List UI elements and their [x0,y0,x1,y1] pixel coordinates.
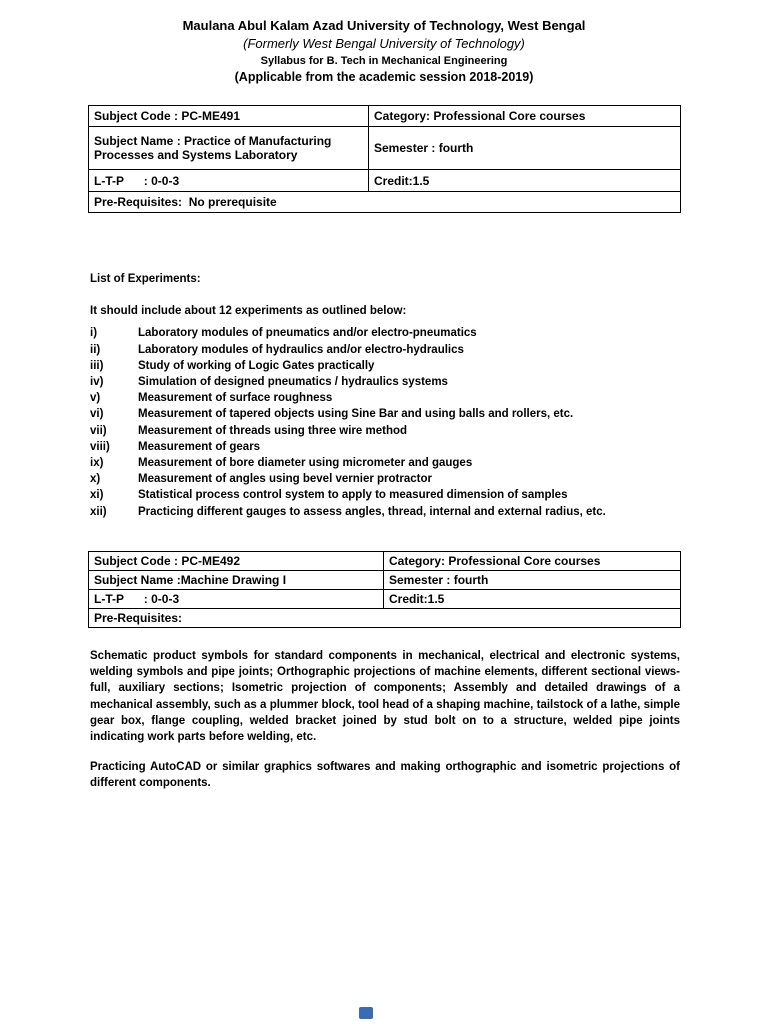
item-text: Measurement of angles using bevel vernier protractor [138,473,432,486]
prerequisites-cell: Pre-Requisites: [89,609,681,628]
list-item [90,358,682,374]
item-number: vi) [90,408,104,421]
item-text: Statistical process control system to apply to measured dimension of samples [138,489,568,502]
table-row [89,170,681,192]
list-item [90,406,682,422]
list-item [90,487,682,503]
list-item [90,471,682,487]
item-text: Study of working of Logic Gates practically [138,359,375,372]
item-text: Measurement of surface roughness [138,392,333,405]
item-number: xii) [90,505,107,518]
ltp-cell: L-T-P : 0-0-3 [89,170,369,192]
experiments-intro: It should include about 12 experiments as outlined below: [90,305,407,318]
subject-code-cell: Subject Code : PC-ME491 [89,106,369,127]
university-name: Maulana Abul Kalam Azad University of Technology, West Bengal [182,18,586,33]
semester-cell: Semester : fourth [369,127,681,170]
list-item [90,504,682,520]
table-row [89,609,681,628]
table-row [89,571,681,590]
ltp-cell: L-T-P : 0-0-3 [89,590,384,609]
document-header [0,18,768,84]
description-paragraph: Practicing AutoCAD or similar graphics softwares and making orthographic and isometric projections of different components. [90,761,680,790]
item-text: Measurement of gears [138,440,261,453]
item-number: ii) [90,343,101,356]
credit-cell: Credit:1.5 [384,590,681,609]
subject-code-cell: Subject Code : PC-ME492 [89,552,384,571]
category-cell: Category: Professional Core courses [384,552,681,571]
list-item [90,342,682,358]
item-text: Laboratory modules of pneumatics and/or electro-pneumatics [138,327,477,340]
table-row [89,127,681,170]
category-cell: Category: Professional Core courses [369,106,681,127]
university-former-name: (Formerly West Bengal University of Technology) [243,36,525,51]
item-number: ix) [90,457,104,470]
credit-cell: Credit:1.5 [369,170,681,192]
list-item [90,390,682,406]
item-number: iii) [90,359,104,372]
item-text: Simulation of designed pneumatics / hydraulics systems [138,376,448,389]
course-table-pc-me491 [88,105,681,213]
list-item [90,423,682,439]
list-item [90,439,682,455]
table-row [89,192,681,213]
item-number: v) [90,392,101,405]
session-note: (Applicable from the academic session 2018-2019) [234,70,534,84]
table-row [89,590,681,609]
item-text: Measurement of threads using three wire method [138,424,408,437]
experiments-title: List of Experiments: [90,273,201,285]
item-text: Practicing different gauges to assess angles, thread, internal and external radius, etc. [138,505,606,518]
course-description [90,648,680,792]
list-item [90,325,682,341]
item-text: Measurement of bore diameter using micrometer and gauges [138,457,473,470]
course-table-pc-me492 [88,551,681,628]
experiments-section [90,271,682,520]
item-number: viii) [90,440,110,453]
list-item [90,374,682,390]
item-number: iv) [90,376,104,389]
list-item [90,455,682,471]
item-text: Laboratory modules of hydraulics and/or electro-hydraulics [138,343,464,356]
item-number: x) [90,473,101,486]
subject-name-cell: Subject Name : Practice of Manufacturing Processes and Systems Laboratory [89,127,369,170]
description-paragraph: Schematic product symbols for standard components in mechanical, electrical and electronic systems, welding symbols and pipe joints; Orthographic projections of machine elements, different sectional views- full, auxiliary sections; Isometric projection of components; Assembly and detailed drawings of a mechanical assembly, such as a plummer block, tool head of a shaping machine, tailstock of a lathe, simple gear box, flange coupling, welded bracket joined by stud bolt on to a structure, welded pipe joints indicating work parts before welding, etc. [90,650,680,744]
item-number: vii) [90,424,107,437]
item-number: xi) [90,489,104,502]
syllabus-title: Syllabus for B. Tech in Mechanical Engineering [260,55,508,67]
item-text: Measurement of tapered objects using Sine Bar and using balls and rollers, etc. [138,408,574,421]
semester-cell: Semester : fourth [384,571,681,590]
subject-name-cell: Subject Name :Machine Drawing I [89,571,384,590]
experiments-list [90,325,682,519]
table-row [89,106,681,127]
table-row [89,552,681,571]
item-number: i) [90,327,98,340]
prerequisites-cell: Pre-Requisites: No prerequisite [89,192,681,213]
footer-marker-icon [359,1007,373,1019]
